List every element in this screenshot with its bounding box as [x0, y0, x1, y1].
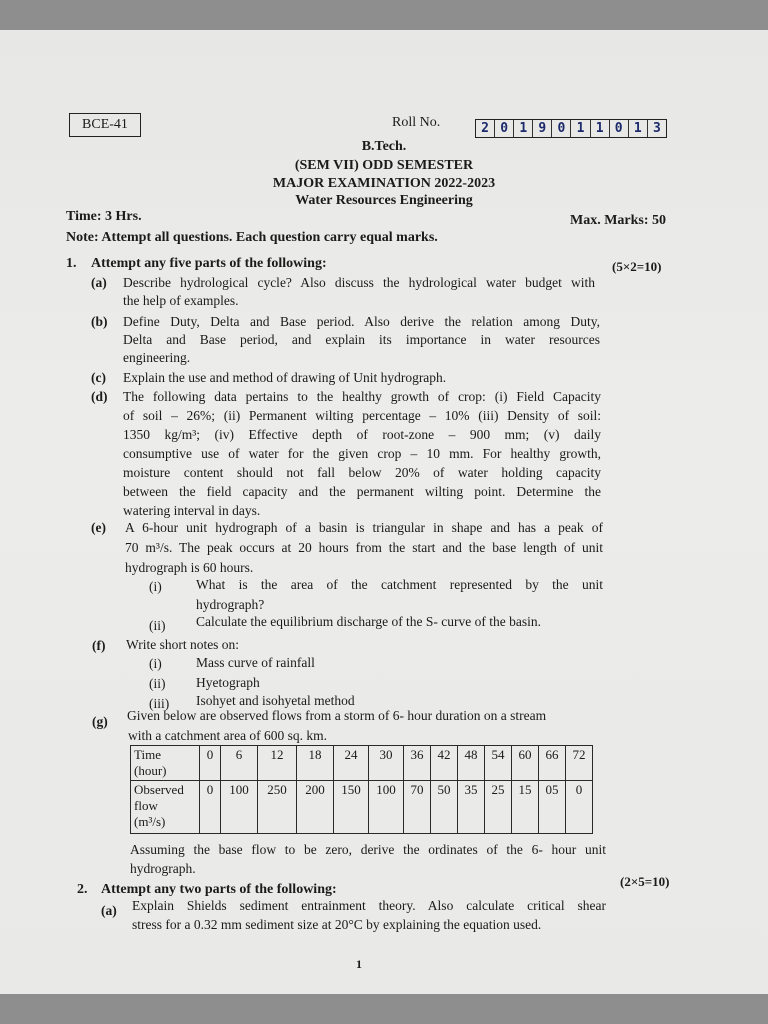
- q1a-line: the help of examples.: [123, 293, 239, 308]
- table-cell: 100: [369, 781, 404, 834]
- q1g-after-line: hydrograph.: [130, 861, 196, 876]
- roll-digit: 9: [533, 120, 552, 137]
- q1g-line: with a catchment area of 600 sq. km.: [128, 728, 328, 743]
- q1e-i-line: hydrograph?: [196, 597, 265, 612]
- q1e-ii-text: Calculate the equilibrium discharge of the S- curve of the basin.: [196, 614, 542, 629]
- q1-number: 1.: [66, 256, 77, 271]
- q1-title: Attempt any five parts of the following:: [91, 256, 327, 271]
- page-number: 1: [356, 957, 362, 971]
- flow-header-cell: [131, 781, 200, 834]
- background-bottom: [0, 994, 768, 1024]
- table-row: [131, 781, 593, 834]
- q1d-label: (d): [91, 389, 108, 404]
- table-cell: 0: [200, 746, 221, 781]
- table-cell: 25: [485, 781, 512, 834]
- q1g-after-line: Assuming the base flow to be zero, derive the ordinates of the 6- hour unit: [130, 842, 606, 857]
- q1b-line: engineering.: [123, 350, 191, 365]
- table-cell: 50: [431, 781, 458, 834]
- q1c-label: (c): [91, 370, 106, 385]
- time-header-line: (hour): [134, 763, 167, 778]
- table-cell: 0: [566, 781, 593, 834]
- q1b-line: Define Duty, Delta and Base period. Also derive the relation among Duty,: [123, 314, 600, 329]
- table-cell: 200: [297, 781, 334, 834]
- roll-digit: 0: [610, 120, 629, 137]
- q2a-label: (a): [101, 903, 117, 918]
- roll-digit: 1: [514, 120, 533, 137]
- flow-header-line: flow: [134, 798, 158, 813]
- q1d-line: watering interval in days.: [123, 503, 261, 518]
- flow-header-line: Observed: [134, 782, 184, 797]
- table-cell: 150: [334, 781, 369, 834]
- q1d-line: consumptive use of water for the given crop – 10 mm. For healthy growth,: [123, 446, 601, 461]
- roll-digit: 2: [476, 120, 495, 137]
- course-code: BCE-41: [69, 113, 141, 137]
- q1e-label: (e): [91, 520, 106, 535]
- q1g-label: (g): [92, 714, 108, 729]
- table-cell: 12: [258, 746, 297, 781]
- time-allowed: Time: 3 Hrs.: [66, 209, 142, 224]
- table-cell: 18: [297, 746, 334, 781]
- q2a-line: Explain Shields sediment entrainment theory. Also calculate critical shear: [132, 898, 606, 913]
- q1a-label: (a): [91, 275, 107, 290]
- roll-no-label: Roll No.: [392, 115, 441, 130]
- table-cell: 6: [221, 746, 258, 781]
- table-cell: 54: [485, 746, 512, 781]
- table-cell: 24: [334, 746, 369, 781]
- roll-no-box: [475, 119, 667, 138]
- q1d-line: of soil – 26%; (ii) Permanent wilting percentage – 10% (iii) Density of soil:: [123, 408, 601, 423]
- table-cell: 60: [512, 746, 539, 781]
- q1b-label: (b): [91, 314, 108, 329]
- max-marks: Max. Marks: 50: [570, 213, 667, 228]
- background-top: [0, 0, 768, 30]
- q1e-line: hydrograph is 60 hours.: [125, 560, 254, 575]
- note: Note: Attempt all questions. Each question carry equal marks.: [66, 230, 438, 245]
- q1f-iii-text: Isohyet and isohyetal method: [196, 693, 355, 708]
- q1f-text: Write short notes on:: [126, 637, 240, 652]
- table-cell: 70: [404, 781, 431, 834]
- time-header-line: Time: [134, 747, 161, 762]
- table-cell: 35: [458, 781, 485, 834]
- q1f-ii-text: Hyetograph: [196, 675, 260, 690]
- q1g-line: Given below are observed flows from a storm of 6- hour duration on a stream: [127, 708, 547, 723]
- table-cell: 72: [566, 746, 593, 781]
- q1d-line: moisture content should not fall below 20% of water holding capacity: [123, 465, 601, 480]
- q2-number: 2.: [77, 882, 88, 897]
- roll-digit: 1: [571, 120, 590, 137]
- roll-digit: 1: [629, 120, 648, 137]
- q1a-line: Describe hydrological cycle? Also discuss the hydrological water budget with: [123, 275, 595, 290]
- time-header-cell: [131, 746, 200, 781]
- q2-marks: (2×5=10): [620, 874, 670, 889]
- q1f-i-label: (i): [149, 656, 162, 671]
- semester: (SEM VII) ODD SEMESTER: [294, 158, 474, 173]
- q1d-line: The following data pertains to the healthy growth of crop: (i) Field Capacity: [123, 389, 601, 404]
- q1f-i-text: Mass curve of rainfall: [196, 655, 315, 670]
- table-cell: 250: [258, 781, 297, 834]
- table-cell: 100: [221, 781, 258, 834]
- subject: Water Resources Engineering: [295, 193, 473, 208]
- roll-digit: 0: [552, 120, 571, 137]
- q1e-line: A 6-hour unit hydrograph of a basin is triangular in shape and has a peak of: [125, 520, 603, 535]
- table-cell: 30: [369, 746, 404, 781]
- q1e-i-line: What is the area of the catchment represented by the unit: [196, 577, 603, 592]
- roll-digit: 3: [652, 121, 661, 136]
- table-cell: 48: [458, 746, 485, 781]
- roll-digit: 1: [591, 120, 610, 137]
- q1-marks: (5×2=10): [612, 259, 662, 274]
- exam-title: MAJOR EXAMINATION 2022-2023: [272, 176, 496, 191]
- q1f-ii-label: (ii): [149, 676, 166, 691]
- table-cell: 15: [512, 781, 539, 834]
- program: B.Tech.: [361, 139, 407, 154]
- q1e-ii-label: (ii): [149, 618, 166, 633]
- table-cell: 05: [539, 781, 566, 834]
- table-cell: 36: [404, 746, 431, 781]
- flow-header-line: (m³/s): [134, 814, 166, 829]
- q1e-i-label: (i): [149, 579, 162, 594]
- q1e-line: 70 m³/s. The peak occurs at 20 hours from the start and the base length of unit: [125, 540, 603, 555]
- q1b-line: Delta and Base period, and explain its importance in water resources: [123, 332, 600, 347]
- flow-table: [130, 745, 593, 834]
- table-row: [131, 746, 593, 781]
- q1f-label: (f): [92, 638, 106, 653]
- q2-title: Attempt any two parts of the following:: [101, 882, 337, 897]
- q1d-line: 1350 kg/m³; (iv) Effective depth of root-zone – 900 mm; (v) daily: [123, 427, 601, 442]
- table-cell: 66: [539, 746, 566, 781]
- q1f-iii-label: (iii): [149, 696, 170, 711]
- roll-digit: 0: [495, 120, 514, 137]
- table-cell: 0: [200, 781, 221, 834]
- q1c-line: Explain the use and method of drawing of Unit hydrograph.: [123, 370, 447, 385]
- q2a-line: stress for a 0.32 mm sediment size at 20°C by explaining the equation used.: [132, 917, 542, 932]
- table-cell: 42: [431, 746, 458, 781]
- q1d-line: between the field capacity and the permanent wilting point. Determine the: [123, 484, 601, 499]
